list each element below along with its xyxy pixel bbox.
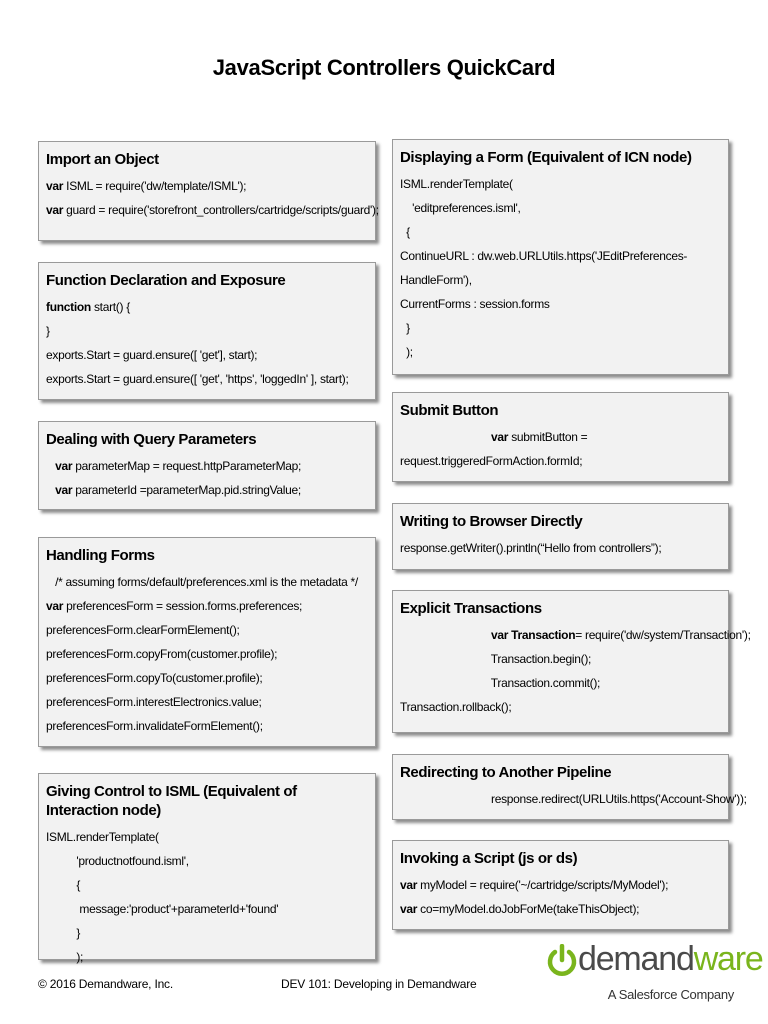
code-text: response.getWriter().println(“Hello from controllers”);	[400, 541, 662, 555]
code-line	[46, 618, 368, 642]
code-text: ISML.renderTemplate(	[400, 177, 513, 191]
logo-word-dem: dem	[578, 940, 641, 978]
code-line	[46, 570, 368, 594]
footer-course: DEV 101: Developing in Demandware	[281, 977, 477, 991]
card-title: Dealing with Query Parameters	[46, 431, 257, 448]
code-line	[400, 340, 721, 364]
card-query	[38, 421, 376, 510]
code-line	[400, 220, 721, 244]
keyword: var	[55, 483, 73, 497]
code-text: 'editpreferences.isml',	[400, 201, 521, 215]
card-transactions	[392, 590, 751, 733]
code-text: submitButton =	[508, 430, 588, 444]
code-text: }	[46, 324, 50, 338]
power-icon	[546, 944, 578, 980]
card-function	[38, 262, 376, 400]
code-text: HandleForm'),	[400, 273, 472, 287]
card-title: Submit Button	[400, 402, 499, 419]
card-title: Giving Control to ISML (Equivalent of Interaction node)	[46, 783, 297, 819]
demandware-logo	[546, 940, 763, 1010]
code-line	[46, 295, 368, 319]
code-text: ISML.renderTemplate(	[46, 830, 159, 844]
keyword: var	[491, 430, 509, 444]
keyword: var	[46, 599, 64, 613]
page-title: JavaScript Controllers QuickCard	[212, 55, 556, 80]
code-line	[46, 319, 368, 343]
code-text: CurrentForms : session.forms	[400, 297, 550, 311]
code-line	[46, 897, 368, 921]
logo-word-and: and	[640, 940, 694, 978]
code-text: parameterMap = request.httpParameterMap;	[72, 459, 302, 473]
code-line	[46, 690, 368, 714]
code-line	[46, 849, 368, 873]
keyword: var	[46, 203, 64, 217]
keyword: var Transaction	[491, 628, 576, 642]
code-line	[46, 454, 368, 478]
code-line	[400, 695, 721, 719]
keyword: function	[46, 300, 91, 314]
card-title: Displaying a Form (Equivalent of ICN node)	[400, 149, 692, 166]
code-line	[46, 714, 368, 738]
code-text	[46, 483, 55, 497]
card-display	[392, 139, 729, 375]
card-title: Import an Object	[46, 151, 159, 168]
code-line	[46, 478, 368, 502]
code-text: }	[46, 926, 81, 940]
code-text: guard = require('storefront_controllers/cartridge/scripts/guard');	[63, 203, 379, 217]
code-text: preferencesForm.clearFormElement();	[46, 623, 240, 637]
code-text: request.triggeredFormAction.formId;	[400, 454, 583, 468]
code-line	[46, 367, 368, 391]
card-title: Explicit Transactions	[400, 600, 542, 617]
code-text: myModel = require('~/cartridge/scripts/MyModel');	[417, 878, 669, 892]
card-title: Handling Forms	[46, 547, 155, 564]
keyword: var	[46, 179, 64, 193]
code-line	[46, 343, 368, 367]
code-text: co=myModel.doJobForMe(takeThisObject);	[417, 902, 640, 916]
card-title: Function Declaration and Exposure	[46, 272, 286, 289]
card-title: Writing to Browser Directly	[400, 513, 583, 530]
code-text: start() {	[90, 300, 130, 314]
code-text: ContinueURL : dw.web.URLUtils.https('JEditPreferences-	[400, 249, 688, 263]
code-line	[400, 647, 721, 671]
code-line	[400, 671, 721, 695]
code-text: Transaction.commit();	[400, 676, 601, 690]
card-script	[392, 840, 729, 930]
code-line	[46, 945, 368, 969]
code-line	[400, 536, 721, 560]
code-text: 'productnotfound.isml',	[46, 854, 189, 868]
code-text: }	[400, 321, 410, 335]
code-line	[400, 425, 721, 449]
logo-wordmark	[578, 940, 763, 979]
logo-word-ware: ware	[693, 940, 763, 978]
code-text: {	[400, 225, 410, 239]
code-line	[400, 196, 721, 220]
code-text: parameterId =parameterMap.pid.stringValue;	[72, 483, 301, 497]
code-text: = require('dw/system/Transaction');	[575, 628, 751, 642]
code-text: preferencesForm.copyTo(customer.profile);	[46, 671, 263, 685]
code-text: response.redirect(URLUtils.https('Account-Show'));	[400, 792, 747, 806]
code-line	[46, 198, 379, 222]
code-line	[400, 873, 721, 897]
keyword: var	[400, 878, 418, 892]
card-title: Invoking a Script (js or ds)	[400, 850, 578, 867]
card-browser	[392, 503, 729, 570]
card-import	[38, 141, 379, 241]
code-line	[46, 594, 368, 618]
code-text: Transaction.rollback();	[400, 700, 512, 714]
code-line	[46, 921, 368, 945]
code-line	[400, 787, 747, 811]
code-text: exports.Start = guard.ensure([ 'get', 'https', 'loggedIn' ], start);	[46, 372, 349, 386]
logo-tagline: A Salesforce Company	[607, 987, 734, 1002]
code-line	[46, 873, 368, 897]
keyword: var	[400, 902, 418, 916]
code-text	[46, 459, 55, 473]
card-submit	[392, 392, 729, 482]
code-text: {	[46, 878, 81, 892]
code-line	[400, 292, 721, 316]
code-line	[400, 623, 751, 647]
code-text: ISML = require('dw/template/ISML');	[63, 179, 247, 193]
card-title: Redirecting to Another Pipeline	[400, 764, 612, 781]
card-isml	[38, 773, 376, 964]
card-redirect	[392, 754, 747, 820]
code-text: message:'product'+parameterId+'found'	[46, 902, 279, 916]
code-text: Transaction.begin();	[400, 652, 592, 666]
code-line	[400, 449, 721, 473]
code-text: preferencesForm = session.forms.preferences;	[63, 599, 303, 613]
code-line	[400, 268, 721, 292]
code-line	[400, 172, 721, 196]
code-text	[400, 628, 491, 642]
code-text: preferencesForm.invalidateFormElement();	[46, 719, 263, 733]
code-line	[46, 642, 368, 666]
code-line	[46, 825, 368, 849]
code-text: );	[46, 950, 84, 964]
code-line	[400, 316, 721, 340]
code-text: );	[400, 345, 413, 359]
code-text	[400, 430, 491, 444]
code-text: preferencesForm.copyFrom(customer.profile);	[46, 647, 278, 661]
keyword: var	[55, 459, 73, 473]
code-line	[46, 174, 368, 198]
code-text: /* assuming forms/default/preferences.xml is the metadata */	[46, 575, 358, 589]
code-line	[46, 666, 368, 690]
footer-copyright: © 2016 Demandware, Inc.	[38, 977, 173, 991]
code-text: preferencesForm.interestElectronics.value;	[46, 695, 262, 709]
code-text: exports.Start = guard.ensure([ 'get'], start);	[46, 348, 258, 362]
card-forms	[38, 537, 376, 747]
code-line	[400, 244, 721, 268]
code-line	[400, 897, 721, 921]
